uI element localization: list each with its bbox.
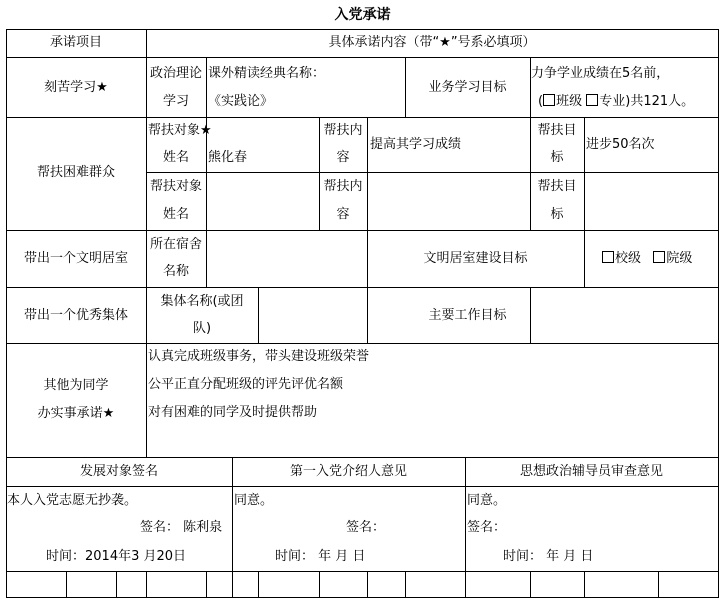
study-goal-label: 业务学习目标 bbox=[428, 80, 507, 95]
major-checkbox[interactable] bbox=[586, 94, 598, 106]
sign-col2-line1: 同意。 bbox=[234, 493, 274, 508]
other-item-1: 认真完成班级事务，带头建设班级荣誉 bbox=[148, 349, 370, 364]
sign-col3-line1: 同意。 bbox=[467, 493, 507, 508]
dorm-room-label-1: 所在宿舍 bbox=[149, 237, 202, 252]
collective-name-label-2: 队) bbox=[192, 321, 212, 336]
study-goal-line-1: 力争学业成绩在5名前， bbox=[531, 66, 670, 81]
sign-col1-sign: 签名： 陈利泉 bbox=[140, 520, 223, 535]
class-checkbox[interactable] bbox=[543, 94, 555, 106]
help-content2-label-1: 帮扶内 bbox=[323, 179, 363, 194]
help-target-label-1: 帮扶对象★ bbox=[148, 123, 212, 138]
help-goal-label-2: 标 bbox=[550, 150, 564, 165]
help-goal-label-1: 帮扶目 bbox=[537, 123, 577, 138]
sign-col3-sign: 签名： bbox=[467, 520, 507, 535]
dorm-label: 带出一个文明居室 bbox=[23, 251, 128, 266]
sign-col2-time: 时间： 年 月 日 bbox=[275, 549, 366, 564]
sign-col1-time: 时间：2014年3 月20日 bbox=[46, 549, 187, 564]
help-label: 帮扶困难群众 bbox=[36, 165, 115, 180]
collective-label: 带出一个优秀集体 bbox=[23, 308, 128, 323]
school-checkbox[interactable] bbox=[602, 251, 614, 263]
politics-label-2: 学习 bbox=[162, 94, 189, 109]
other-item-3: 对有困难的同学及时提供帮助 bbox=[148, 405, 318, 420]
sign-col2-sign: 签名： bbox=[346, 520, 386, 535]
study-label: 刻苦学习★ bbox=[44, 80, 108, 95]
sign-col3-head: 思想政治辅导员审查意见 bbox=[519, 464, 663, 479]
header-item: 承诺项目 bbox=[49, 35, 102, 50]
help-goal2-label-2: 标 bbox=[550, 207, 564, 222]
sign-col3-time: 时间： 年 月 日 bbox=[503, 549, 594, 564]
reading-label: 课外精读经典名称： bbox=[208, 66, 326, 81]
header-content: 具体承诺内容（带“★”号系必填项） bbox=[328, 35, 536, 50]
collective-name-label-1: 集体名称(或团 bbox=[160, 294, 244, 309]
sign-col1-line1: 本人入党志愿无抄袭。 bbox=[7, 493, 138, 508]
sign-col1-head: 发展对象签名 bbox=[79, 464, 158, 479]
help-goal2-label-1: 帮扶目 bbox=[537, 179, 577, 194]
collective-goal-label: 主要工作目标 bbox=[428, 308, 507, 323]
help-goal-value: 进步50名次 bbox=[586, 137, 655, 152]
other-label-1: 其他为同学 bbox=[43, 378, 109, 393]
other-item-2: 公平正直分配班级的评先评优名额 bbox=[148, 377, 344, 392]
other-label-2: 办实事承诺★ bbox=[37, 406, 115, 421]
help-content-label-2: 容 bbox=[336, 150, 350, 165]
help-target-label-2: 姓名 bbox=[162, 150, 189, 165]
reading-value: 《实践论》 bbox=[208, 94, 274, 109]
dorm-options: 校级 院级 bbox=[602, 247, 692, 270]
study-goal-line-2: ( 班级 专业)共121人。 bbox=[538, 94, 695, 109]
college-checkbox[interactable] bbox=[653, 251, 665, 263]
help-content-value: 提高其学习成绩 bbox=[370, 137, 462, 152]
help-content-label-1: 帮扶内 bbox=[323, 123, 363, 138]
politics-label-1: 政治理论 bbox=[149, 66, 202, 81]
dorm-goal-label: 文明居室建设目标 bbox=[423, 251, 528, 266]
help-content2-label-2: 容 bbox=[336, 207, 350, 222]
dorm-room-label-2: 名称 bbox=[162, 264, 189, 279]
page-title: 入党承诺 bbox=[334, 7, 391, 23]
help-target2-label-1: 帮扶对象 bbox=[149, 179, 202, 194]
sign-col2-head: 第一入党介绍人意见 bbox=[289, 464, 407, 479]
help-target-value: 熊化春 bbox=[208, 150, 248, 165]
help-target2-label-2: 姓名 bbox=[162, 207, 189, 222]
